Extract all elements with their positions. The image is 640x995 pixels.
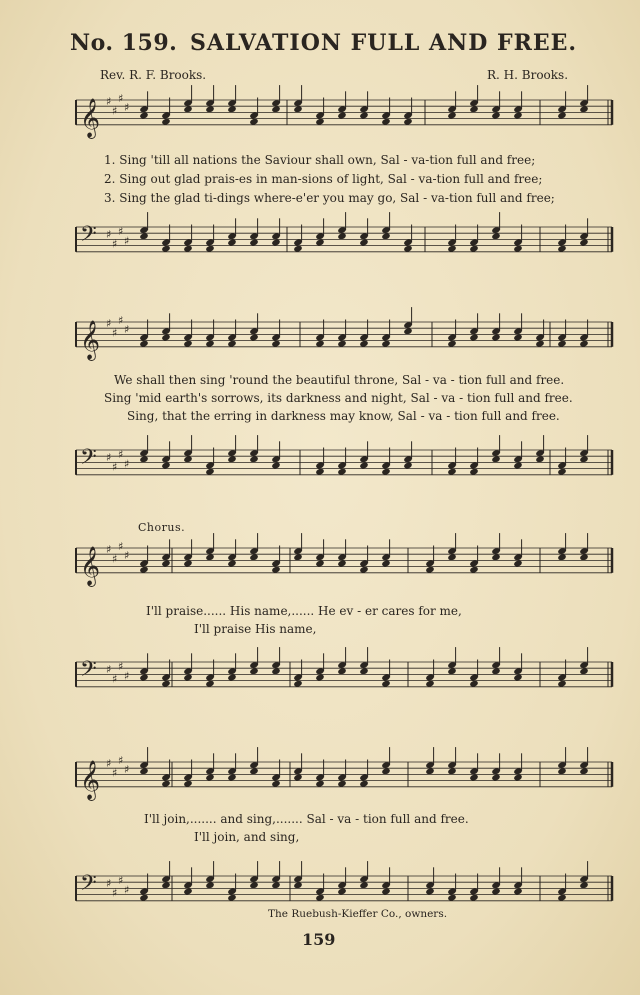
bass-clef-icon: 𝄢	[80, 445, 97, 475]
verse-1-line-1: 1. Sing 'till all nations the Saviour shall own, Sal - va-tion full and free;	[104, 153, 536, 167]
sharp-icon: ♯	[118, 225, 124, 239]
sharp-icon: ♯	[106, 317, 112, 330]
sharp-icon: ♯	[124, 323, 130, 337]
chorus-line-1-treble: I'll praise...... His name,...... He ev - er cares for me,	[146, 604, 462, 618]
sharp-icon: ♯	[106, 95, 112, 108]
sharp-icon: ♯	[124, 549, 130, 563]
sharp-icon: ♯	[112, 460, 118, 474]
verse-3-line-1: 3. Sing the glad ti-dings where-e'er you may go, Sal - va-tion full and free;	[104, 191, 555, 205]
sharp-icon: ♯	[118, 874, 124, 888]
verse-2-line-1: 2. Sing out glad prais-es in man-sions of light, Sal - va-tion full and free;	[104, 172, 543, 186]
chorus-line-2-treble: I'll join,....... and sing,....... Sal - va - tion full and free.	[144, 812, 469, 826]
sharp-icon: ♯	[106, 663, 112, 677]
music-credit: R. H. Brooks.	[487, 68, 569, 82]
hymn-number: No. 159.	[70, 30, 178, 56]
sharp-icon: ♯	[106, 543, 112, 556]
verse-1-line-2: We shall then sing 'round the beautiful throne, Sal - va - tion full and free.	[114, 373, 565, 387]
sharp-icon: ♯	[112, 104, 118, 118]
sharp-icon: ♯	[112, 237, 118, 251]
sharp-icon: ♯	[118, 753, 124, 767]
chorus-line-2-bass: I'll join, and sing,	[194, 830, 300, 844]
sharp-icon: ♯	[112, 672, 118, 686]
owners-credit: The Ruebush-Kieffer Co., owners.	[268, 908, 448, 920]
sharp-icon: ♯	[124, 763, 130, 777]
sharp-icon: ♯	[124, 101, 130, 115]
sharp-icon: ♯	[124, 669, 130, 683]
sharp-icon: ♯	[106, 451, 112, 465]
sharp-icon: ♯	[118, 539, 124, 553]
treble-clef-icon: 𝄞	[80, 545, 101, 586]
sharp-icon: ♯	[118, 448, 124, 462]
chorus-label: Chorus.	[138, 521, 186, 534]
words-credit: Rev. R. F. Brooks.	[100, 68, 207, 82]
sharp-icon: ♯	[124, 883, 130, 897]
sharp-icon: ♯	[106, 757, 112, 770]
page-number: 159	[302, 930, 336, 949]
sharp-icon: ♯	[106, 228, 112, 242]
bass-clef-icon: 𝄢	[80, 222, 97, 252]
sharp-icon: ♯	[106, 877, 112, 891]
sharp-icon: ♯	[112, 766, 118, 780]
sharp-icon: ♯	[112, 552, 118, 566]
treble-clef-icon: 𝄞	[80, 319, 101, 360]
sharp-icon: ♯	[112, 886, 118, 900]
bass-clef-icon: 𝄢	[80, 657, 97, 687]
verse-3-line-2: Sing, that the erring in darkness may know, Sal - va - tion full and free.	[127, 409, 560, 423]
sharp-icon: ♯	[124, 234, 130, 248]
verse-2-line-2: Sing 'mid earth's sorrows, its darkness and night, Sal - va - tion full and free.	[104, 391, 573, 405]
sharp-icon: ♯	[112, 326, 118, 340]
sharp-icon: ♯	[118, 660, 124, 674]
sharp-icon: ♯	[118, 313, 124, 327]
bass-clef-icon: 𝄢	[80, 871, 97, 901]
hymn-title: SALVATION FULL AND FREE.	[190, 30, 578, 56]
sharp-icon: ♯	[118, 91, 124, 105]
chorus-line-1-bass: I'll praise His name,	[194, 622, 317, 636]
treble-clef-icon: 𝄞	[80, 759, 101, 800]
sharp-icon: ♯	[124, 457, 130, 471]
treble-clef-icon: 𝄞	[80, 97, 101, 138]
